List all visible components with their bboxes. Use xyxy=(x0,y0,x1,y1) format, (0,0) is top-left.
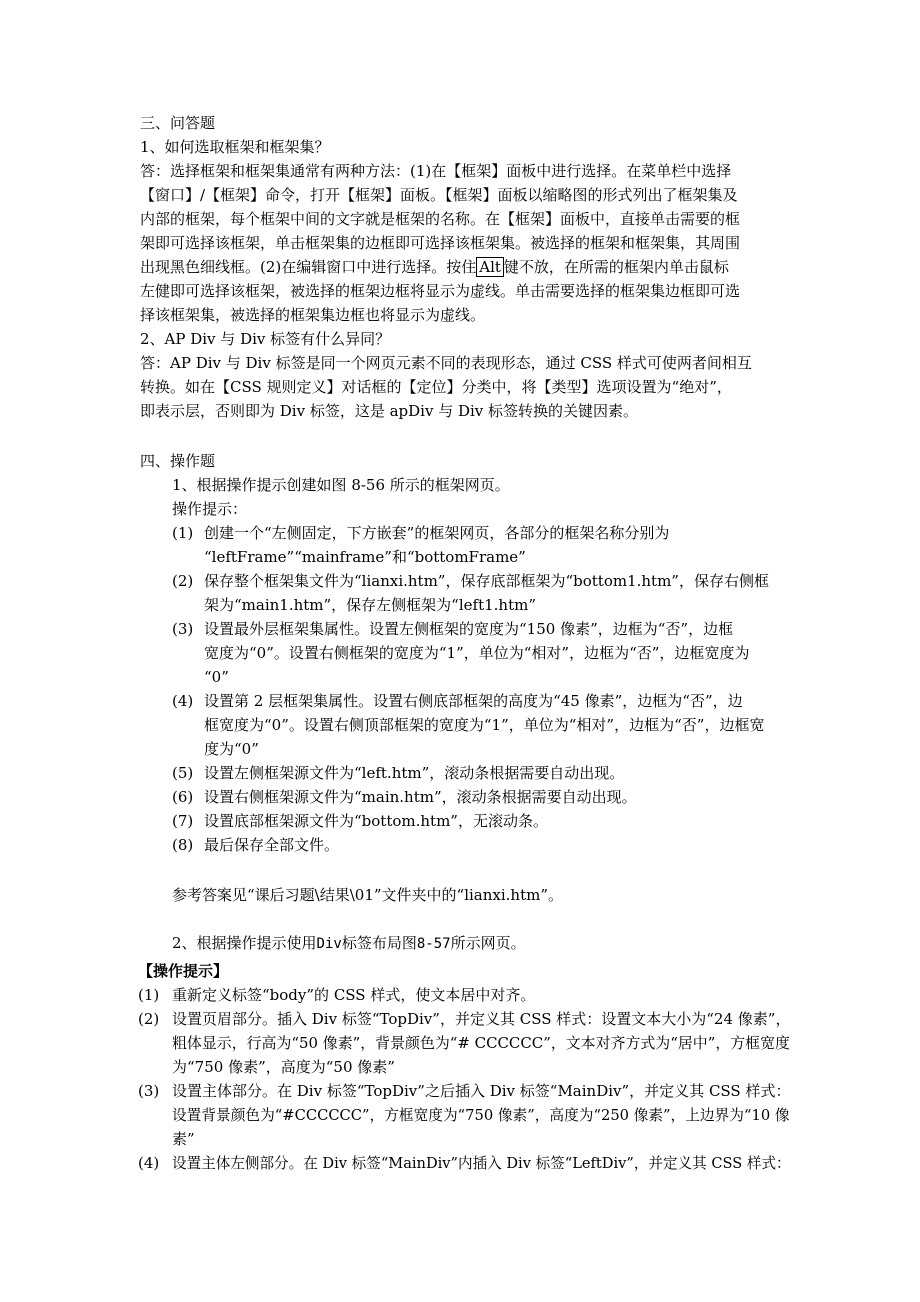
answer-2-line: 转换。如在【CSS 规则定义】对话框的【定位】分类中，将【类型】选项设置为“绝对”， xyxy=(140,378,732,396)
step-line: 架为“main1.htm”，保存左侧框架为“left1.htm” xyxy=(204,596,537,614)
task-2-title-text: 标签布局图 xyxy=(341,934,417,952)
step-number: (6) xyxy=(172,788,194,806)
step-line: 设置右侧框架源文件为“main.htm”，滚动条根据需要自动出现。 xyxy=(204,788,637,806)
step-line: 设置页眉部分。插入 Div 标签“TopDiv”，并定义其 CSS 样式：设置文本大小为“24 像素”， xyxy=(172,1010,791,1028)
alt-key-box: Alt xyxy=(476,257,504,277)
step-line: 设置背景颜色为“#CCCCCC”，方框宽度为“750 像素”，高度为“250 像素”，上边界为“10 像 xyxy=(172,1106,790,1124)
task-2-title-text: 所示网页。 xyxy=(450,934,526,952)
step-line: 粗体显示，行高为“50 像素”，背景颜色为“# CCCCCC”，文本对齐方式为“居中”，方框宽度 xyxy=(172,1034,790,1052)
step-number: (3) xyxy=(172,620,194,638)
task-2-title-mono: Div xyxy=(316,936,342,952)
task-2-title-text: 2、根据操作提示使用 xyxy=(172,934,317,952)
step-number: (2) xyxy=(172,572,194,590)
reference-answer: 参考答案见“课后习题\结果\01”文件夹中的“lianxi.htm”。 xyxy=(172,886,564,904)
step-line: 设置左侧框架源文件为“left.htm”，滚动条根据需要自动出现。 xyxy=(204,764,625,782)
task-2-hint-label: 【操作提示】 xyxy=(138,962,229,980)
answer-1-line: 架即可选择该框架，单击框架集的边框即可选择该框架集。被选择的框架和框架集，其周围 xyxy=(140,234,741,252)
step-line: 为“750 像素”，高度为“50 像素” xyxy=(172,1058,395,1076)
answer-1-line: 【窗口】/【框架】命令，打开【框架】面板。【框架】面板以缩略图的形式列出了框架集及 xyxy=(140,186,738,204)
task-1-hint-label: 操作提示： xyxy=(172,500,248,518)
step-line: 设置主体左侧部分。在 Div 标签“MainDiv”内插入 Div 标签“LeftDiv”，并定义其 CSS 样式： xyxy=(172,1154,791,1172)
step-number: (1) xyxy=(172,524,194,542)
step-number: (7) xyxy=(172,812,194,830)
step-line: 最后保存全部文件。 xyxy=(204,836,340,854)
answer-1-line xyxy=(140,256,729,278)
step-line: 度为“0” xyxy=(204,740,259,758)
question-2-title: 2、AP Div 与 Div 标签有什么异同？ xyxy=(140,330,391,348)
step-number: (4) xyxy=(172,692,194,710)
task-2-title xyxy=(172,932,526,955)
answer-2-line: 即表示层，否则即为 Div 标签，这是 apDiv 与 Div 标签转换的关键因素。 xyxy=(140,402,639,420)
answer-2-line: 答：AP Div 与 Div 标签是同一个网页元素不同的表现形态，通过 CSS 样式可使两者间相互 xyxy=(140,354,752,372)
step-number: (4) xyxy=(138,1154,160,1172)
step-line: 素” xyxy=(172,1130,195,1148)
answer-1-text: 键不放，在所需的框架内单击鼠标 xyxy=(503,258,729,276)
step-number: (2) xyxy=(138,1010,160,1028)
answer-1-line: 内部的框架，每个框架中间的文字就是框架的名称。在【框架】面板中，直接单击需要的框 xyxy=(140,210,741,228)
section-heading-operation: 四、操作题 xyxy=(140,452,216,470)
step-line: 设置主体部分。在 Div 标签“TopDiv”之后插入 Div 标签“MainDiv”，并定义其 CSS 样式： xyxy=(172,1082,791,1100)
section-heading-qa: 三、问答题 xyxy=(140,114,216,132)
step-line: 宽度为“0”。设置右侧框架的宽度为“1”，单位为“相对”，边框为“否”，边框宽度为 xyxy=(204,644,750,662)
step-line: 设置底部框架源文件为“bottom.htm”，无滚动条。 xyxy=(204,812,548,830)
step-line: 创建一个“左侧固定，下方嵌套”的框架网页，各部分的框架名称分别为 xyxy=(204,524,670,542)
answer-1-line: 择该框架集，被选择的框架集边框也将显示为虚线。 xyxy=(140,306,486,324)
answer-1-line: 左健即可选择该框架，被选择的框架边框将显示为虚线。单击需要选择的框架集边框即可选 xyxy=(140,282,741,300)
step-number: (8) xyxy=(172,836,194,854)
step-number: (1) xyxy=(138,986,160,1004)
step-line: 保存整个框架集文件为“lianxi.htm”，保存底部框架为“bottom1.htm”，保存右侧框 xyxy=(204,572,769,590)
step-line: “0” xyxy=(204,668,229,686)
question-1-title: 1、如何选取框架和框架集？ xyxy=(140,138,330,156)
step-line: “leftFrame”“mainframe”和“bottomFrame” xyxy=(204,548,526,566)
answer-1-text: 出现黑色细线框。(2)在编辑窗口中进行选择。按住 xyxy=(140,258,477,276)
step-line: 重新定义标签“body”的 CSS 样式，使文本居中对齐。 xyxy=(172,986,536,1004)
step-number: (3) xyxy=(138,1082,160,1100)
task-2-title-mono: 8-57 xyxy=(416,936,451,952)
step-line: 框宽度为“0”。设置右侧顶部框架的宽度为“1”，单位为“相对”，边框为“否”，边框宽 xyxy=(204,716,765,734)
answer-1-line: 答：选择框架和框架集通常有两种方法：(1)在【框架】面板中进行选择。在菜单栏中选择 xyxy=(140,162,732,180)
step-line: 设置最外层框架集属性。设置左侧框架的宽度为“150 像素”，边框为“否”，边框 xyxy=(204,620,734,638)
step-line: 设置第 2 层框架集属性。设置右侧底部框架的高度为“45 像素”，边框为“否”，边 xyxy=(204,692,743,710)
task-1-title: 1、根据操作提示创建如图 8-56 所示的框架网页。 xyxy=(172,476,510,494)
step-number: (5) xyxy=(172,764,194,782)
